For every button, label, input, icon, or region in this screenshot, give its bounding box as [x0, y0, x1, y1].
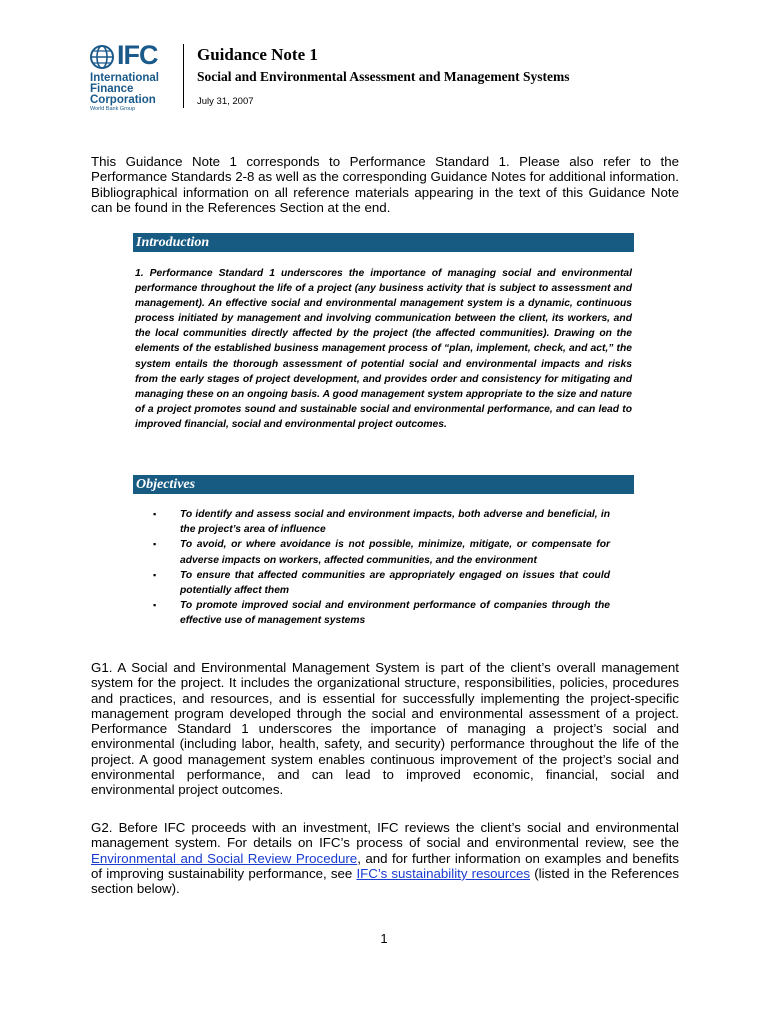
list-item: [150, 507, 610, 537]
document-subtitle: Social and Environmental Assessment and Management Systems: [197, 69, 570, 84]
section-heading-introduction: Introduction: [136, 235, 210, 250]
section-bar-objectives: [133, 475, 634, 494]
logo-line-1: International: [90, 72, 160, 84]
logo-line-3: Corporation: [90, 94, 156, 106]
ifc-logo[interactable]: [90, 42, 170, 112]
logo-tagline: World Bank Group: [90, 106, 136, 112]
list-item: [150, 568, 610, 598]
logo-line-2: Finance: [90, 83, 134, 95]
link-ifc-sustainability-resources[interactable]: IFC’s sustainability resources: [356, 865, 531, 881]
section-bar-introduction: [133, 233, 634, 252]
section-heading-objectives: Objectives: [136, 477, 196, 492]
bullet-icon: ▪: [153, 600, 157, 611]
document-date: July 31, 2007: [197, 96, 254, 107]
list-item: [150, 537, 610, 567]
globe-icon: [90, 45, 114, 69]
g2-text-b: , and for further information on examples and benefits of improving sustainability performance, see: [91, 850, 679, 881]
document-header: [90, 42, 690, 112]
objectives-list: [150, 507, 610, 629]
objective-text: To promote improved social and environment performance of companies through the effective use of management systems: [180, 600, 610, 627]
header-divider: [183, 44, 184, 108]
document-title: Guidance Note 1: [197, 45, 318, 64]
paragraph-g1: G1. A Social and Environmental Management System is part of the client’s overall management system for the project. It includes the organizational structure, responsibilities, policies, procedures and practices, and resources, and is essential for successfully implementing the project-specific management program developed through the social and environmental assessment of a project. Performance Standard 1 underscores the importance of managing a project’s social and environmental (including labor, health, safety, and security) performance throughout the life of the project. A good management system enables continuous improvement of the project’s social and environmental performance, and can lead to improved economic, financial, social and environmental project outcomes.: [91, 660, 679, 798]
objective-text: To ensure that affected communities are appropriately engaged on issues that could potentially affect them: [180, 569, 610, 597]
objective-text: To avoid, or where avoidance is not possible, minimize, mitigate, or compensate for adverse impacts on workers, affected communities, and the environment: [180, 539, 610, 566]
paragraph-g2: [91, 820, 679, 896]
bullet-icon: ▪: [153, 509, 157, 519]
logo-abbreviation: IFC: [117, 40, 158, 70]
g2-text-c: (listed in the References section below).: [91, 865, 680, 897]
objective-text: To identify and assess social and environment impacts, both adverse and beneficial, in the project’s area of influence: [180, 509, 610, 536]
g2-text-a: G2. Before IFC proceeds with an investment, IFC reviews the client’s social and environmental management system. For details on IFC’s process of social and environmental review, see the: [91, 820, 679, 851]
bullet-icon: ▪: [153, 569, 157, 580]
list-item: [150, 598, 610, 628]
introduction-text: 1. Performance Standard 1 underscores the importance of managing social and environmental performance throughout the life of a project (any business activity that is subject to assessment and management). An effective social and environmental management system is a dynamic, continuous process initiated by management and involving communication between the client, its workers, and the local communities directly affected by the project (the affected communities). Drawing on the elements of the established business management process of “plan, implement, check, and act,” the system entails the thorough assessment of potential social and environmental impacts and risks from the early stages of project development, and provides order and consistency for mitigating and managing these on an ongoing basis. A good management system appropriate to the size and nature of a project promotes sound and sustainable social and environmental performance, and can lead to improved financial, social and environmental project outcomes.: [135, 268, 632, 430]
page-number: 1: [380, 931, 388, 946]
link-environmental-social-review-procedure[interactable]: Environmental and Social Review Procedure: [91, 850, 358, 866]
intro-paragraph: This Guidance Note 1 corresponds to Performance Standard 1. Please also refer to the Performance Standards 2-8 as well as the corresponding Guidance Notes for additional information. Bibliographical information on all reference materials appearing in the text of this Guidance Note can be found in the References Section at the end.: [91, 154, 679, 215]
bullet-icon: ▪: [153, 539, 157, 550]
